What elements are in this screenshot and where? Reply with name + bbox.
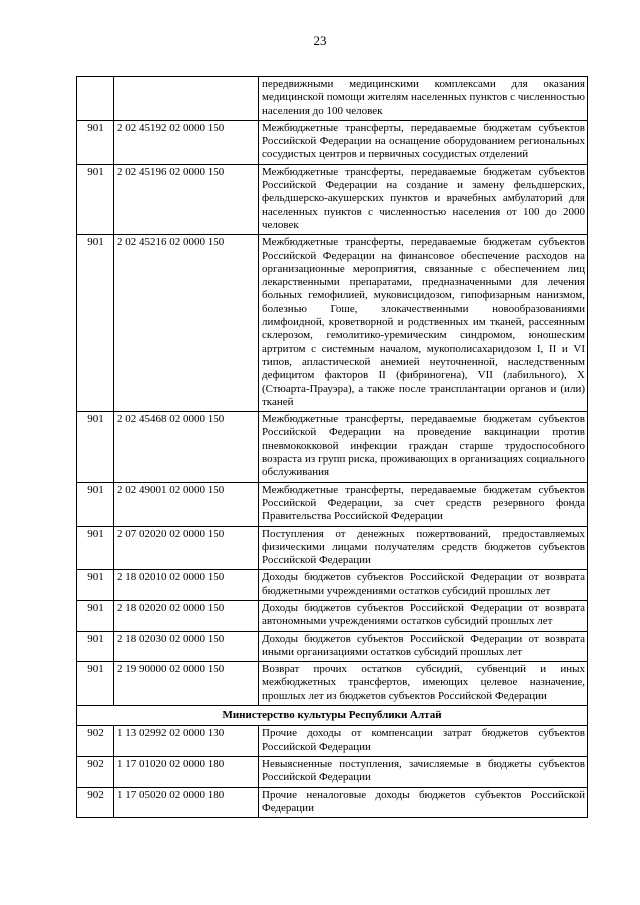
table-row bbox=[77, 570, 588, 601]
table-row bbox=[77, 482, 588, 526]
section-header-row bbox=[77, 706, 588, 726]
kbk-code-cell: 2 02 45468 02 0000 150 bbox=[114, 412, 259, 482]
table-row bbox=[77, 235, 588, 412]
admin-code-cell: 901 bbox=[77, 482, 114, 526]
kbk-code-cell bbox=[114, 77, 259, 121]
admin-code-cell: 902 bbox=[77, 787, 114, 818]
admin-code-cell bbox=[77, 77, 114, 121]
kbk-code-cell: 2 18 02030 02 0000 150 bbox=[114, 631, 259, 662]
kbk-code-cell: 2 02 45196 02 0000 150 bbox=[114, 164, 259, 234]
table-row bbox=[77, 526, 588, 570]
section-title: Министерство культуры Республики Алтай bbox=[77, 706, 588, 726]
description-cell: Прочие неналоговые доходы бюджетов субъектов Российской Федерации bbox=[259, 787, 588, 818]
admin-code-cell: 901 bbox=[77, 600, 114, 631]
kbk-code-cell: 2 02 45192 02 0000 150 bbox=[114, 120, 259, 164]
admin-code-cell: 901 bbox=[77, 570, 114, 601]
table-row bbox=[77, 726, 588, 757]
table-row bbox=[77, 120, 588, 164]
kbk-code-cell: 1 17 05020 02 0000 180 bbox=[114, 787, 259, 818]
admin-code-cell: 902 bbox=[77, 726, 114, 757]
admin-code-cell: 901 bbox=[77, 631, 114, 662]
description-cell: Межбюджетные трансферты, передаваемые бюджетам субъектов Российской Федерации на проведение вакцинации против пневмококковой инфекции граждан старше трудоспособного возраста из групп риска, проживающих в организациях социального обслуживания bbox=[259, 412, 588, 482]
kbk-code-cell: 2 02 45216 02 0000 150 bbox=[114, 235, 259, 412]
kbk-code-cell: 2 02 49001 02 0000 150 bbox=[114, 482, 259, 526]
description-cell: передвижными медицинскими комплексами для оказания медицинской помощи жителям населенных пунктов с численностью населения до 100 человек bbox=[259, 77, 588, 121]
table-row bbox=[77, 787, 588, 818]
kbk-code-cell: 2 19 90000 02 0000 150 bbox=[114, 662, 259, 706]
admin-code-cell: 901 bbox=[77, 412, 114, 482]
description-cell: Доходы бюджетов субъектов Российской Федерации от возврата автономными учреждениями остатков субсидий прошлых лет bbox=[259, 600, 588, 631]
description-cell: Невыясненные поступления, зачисляемые в бюджеты субъектов Российской Федерации bbox=[259, 756, 588, 787]
kbk-code-cell: 1 17 01020 02 0000 180 bbox=[114, 756, 259, 787]
table-row bbox=[77, 756, 588, 787]
kbk-code-cell: 2 18 02010 02 0000 150 bbox=[114, 570, 259, 601]
admin-code-cell: 901 bbox=[77, 164, 114, 234]
table-row bbox=[77, 600, 588, 631]
description-cell: Межбюджетные трансферты, передаваемые бюджетам субъектов Российской Федерации на создание и замену фельдшерских, фельдшерско-акушерских пунктов и врачебных амбулаторий для населенных пунктов с численностью населения от 100 до 2000 человек bbox=[259, 164, 588, 234]
kbk-code-cell: 1 13 02992 02 0000 130 bbox=[114, 726, 259, 757]
table-row bbox=[77, 631, 588, 662]
table-row bbox=[77, 164, 588, 234]
description-cell: Межбюджетные трансферты, передаваемые бюджетам субъектов Российской Федерации, за счет средств резервного фонда Правительства Российской Федерации bbox=[259, 482, 588, 526]
table-row bbox=[77, 662, 588, 706]
description-cell: Межбюджетные трансферты, передаваемые бюджетам субъектов Российской Федерации на финансовое обеспечение расходов на организационные мероприятия, связанные с обеспечением лиц лекарственными препаратами, предназначенными для лечения больных гемофилией, муковисцидозом, гипофизарным нанизмом, болезнью Гоше, злокачественными новообразованиями лимфоидной, кроветворной и родственных им тканей, рассеянным склерозом, гемолитико-уремическим синдромом, юношеским артритом с системным началом, мукополисахаридозом I, II и VI типов, апластической анемией неуточненной, наследственным дефицитом факторов II (фибриногена), VII (лабильного), X (Стюарта-Прауэра), а также после трансплантации органов и (или) тканей bbox=[259, 235, 588, 412]
admin-code-cell: 901 bbox=[77, 120, 114, 164]
description-cell: Межбюджетные трансферты, передаваемые бюджетам субъектов Российской Федерации на оснащение оборудованием региональных сосудистых центров и первичных сосудистых отделений bbox=[259, 120, 588, 164]
description-cell: Доходы бюджетов субъектов Российской Федерации от возврата иными организациями остатков субсидий прошлых лет bbox=[259, 631, 588, 662]
description-cell: Поступления от денежных пожертвований, предоставляемых физическими лицами получателям средств бюджетов субъектов Российской Федерации bbox=[259, 526, 588, 570]
description-cell: Доходы бюджетов субъектов Российской Федерации от возврата бюджетными учреждениями остатков субсидий прошлых лет bbox=[259, 570, 588, 601]
table-row bbox=[77, 77, 588, 121]
description-cell: Возврат прочих остатков субсидий, субвенций и иных межбюджетных трансфертов, имеющих целевое назначение, прошлых лет из бюджетов субъектов Российской Федерации bbox=[259, 662, 588, 706]
revenue-codes-table bbox=[76, 76, 588, 818]
admin-code-cell: 901 bbox=[77, 235, 114, 412]
page-number: 23 bbox=[313, 33, 327, 48]
admin-code-cell: 901 bbox=[77, 662, 114, 706]
table-row bbox=[77, 412, 588, 482]
admin-code-cell: 902 bbox=[77, 756, 114, 787]
description-cell: Прочие доходы от компенсации затрат бюджетов субъектов Российской Федерации bbox=[259, 726, 588, 757]
admin-code-cell: 901 bbox=[77, 526, 114, 570]
kbk-code-cell: 2 07 02020 02 0000 150 bbox=[114, 526, 259, 570]
kbk-code-cell: 2 18 02020 02 0000 150 bbox=[114, 600, 259, 631]
